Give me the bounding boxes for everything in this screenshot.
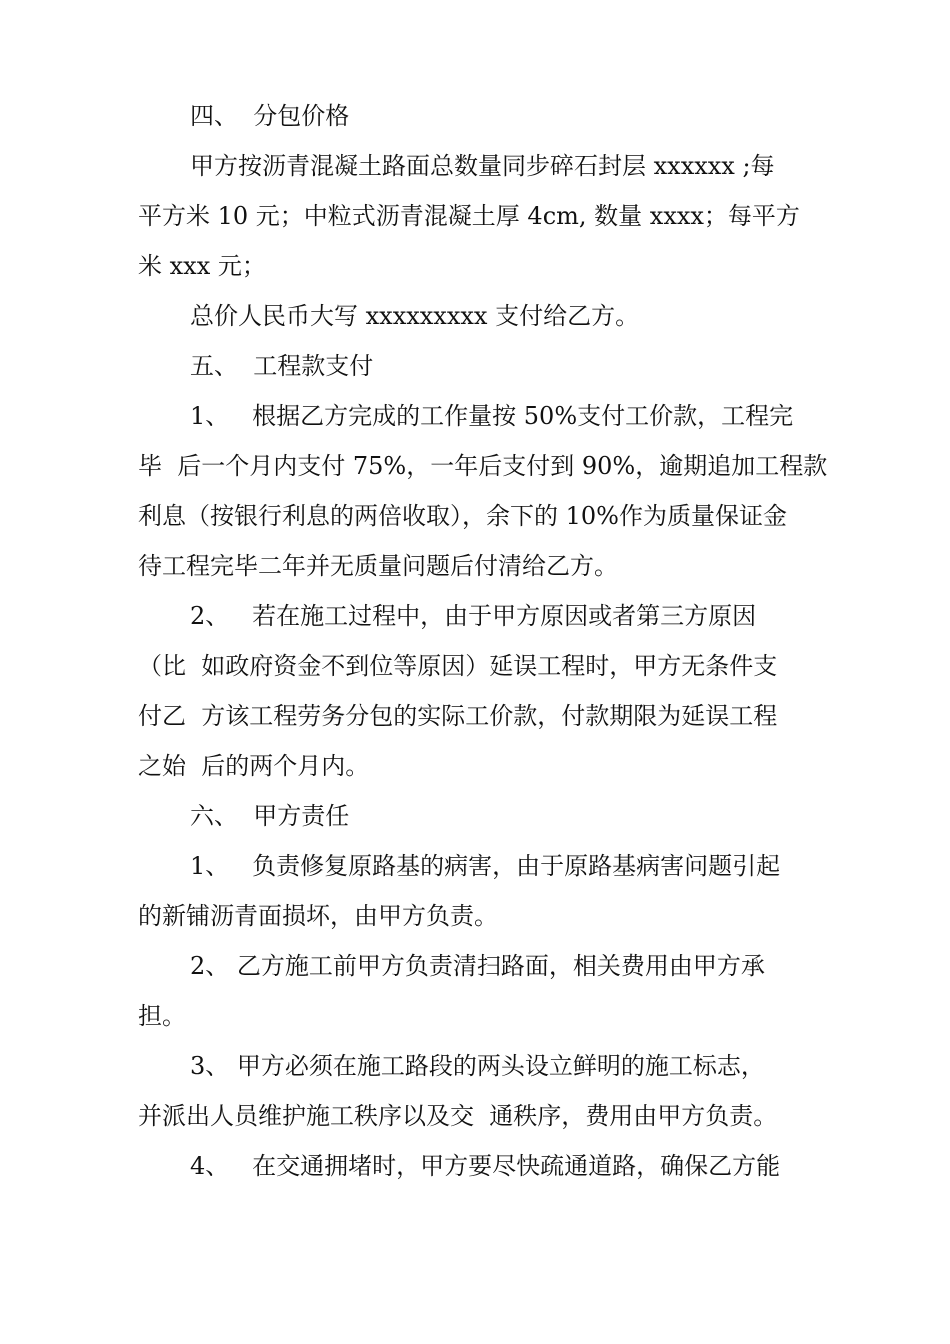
section-heading-party-a-duties: 六、 甲方责任	[190, 802, 350, 830]
price-line-1: 甲方按沥青混凝土路面总数量同步碎石封层 xxxxxx ;每	[190, 152, 775, 180]
payment-item1-line-4: 待工程完毕二年并无质量问题后付清给乙方。	[138, 552, 618, 580]
payment-item2-line-3: 付乙 方该工程劳务分包的实际工价款，付款期限为延误工程	[138, 702, 778, 730]
duty-item3-line-2: 并派出人员维护施工秩序以及交 通秩序，费用由甲方负责。	[138, 1102, 778, 1130]
payment-item1-line-2: 毕 后一个月内支付 75%，一年后支付到 90%，逾期追加工程款	[138, 452, 828, 480]
duty-item2-line-2: 担。	[138, 1002, 186, 1030]
duty-item1-line-1: 1、 负责修复原路基的病害，由于原路基病害问题引起	[190, 852, 781, 880]
section-heading-payment: 五、 工程款支付	[190, 352, 374, 380]
total-price-line: 总价人民币大写 xxxxxxxxx 支付给乙方。	[190, 302, 640, 330]
payment-item2-line-1: 2、 若在施工过程中，由于甲方原因或者第三方原因	[190, 602, 757, 630]
duty-item1-line-2: 的新铺沥青面损坏，由甲方负责。	[138, 902, 498, 930]
section-heading-price: 四、 分包价格	[190, 102, 350, 130]
payment-item2-line-2: （比 如政府资金不到位等原因）延误工程时，甲方无条件支	[138, 652, 778, 680]
payment-item1-line-3: 利息（按银行利息的两倍收取），余下的 10%作为质量保证金	[138, 502, 787, 530]
duty-item4-line-1: 4、 在交通拥堵时，甲方要尽快疏通道路，确保乙方能	[190, 1152, 781, 1180]
payment-item1-line-1: 1、 根据乙方完成的工作量按 50%支付工价款，工程完	[190, 402, 794, 430]
price-line-2: 平方米 10 元；中粒式沥青混凝土厚 4cm, 数量 xxxx；每平方	[138, 202, 800, 230]
price-line-3: 米 xxx 元；	[138, 252, 266, 280]
duty-item2-line-1: 2、 乙方施工前甲方负责清扫路面，相关费用由甲方承	[190, 952, 765, 980]
duty-item3-line-1: 3、 甲方必须在施工路段的两头设立鲜明的施工标志，	[190, 1052, 765, 1080]
payment-item2-line-4: 之始 后的两个月内。	[138, 752, 370, 780]
